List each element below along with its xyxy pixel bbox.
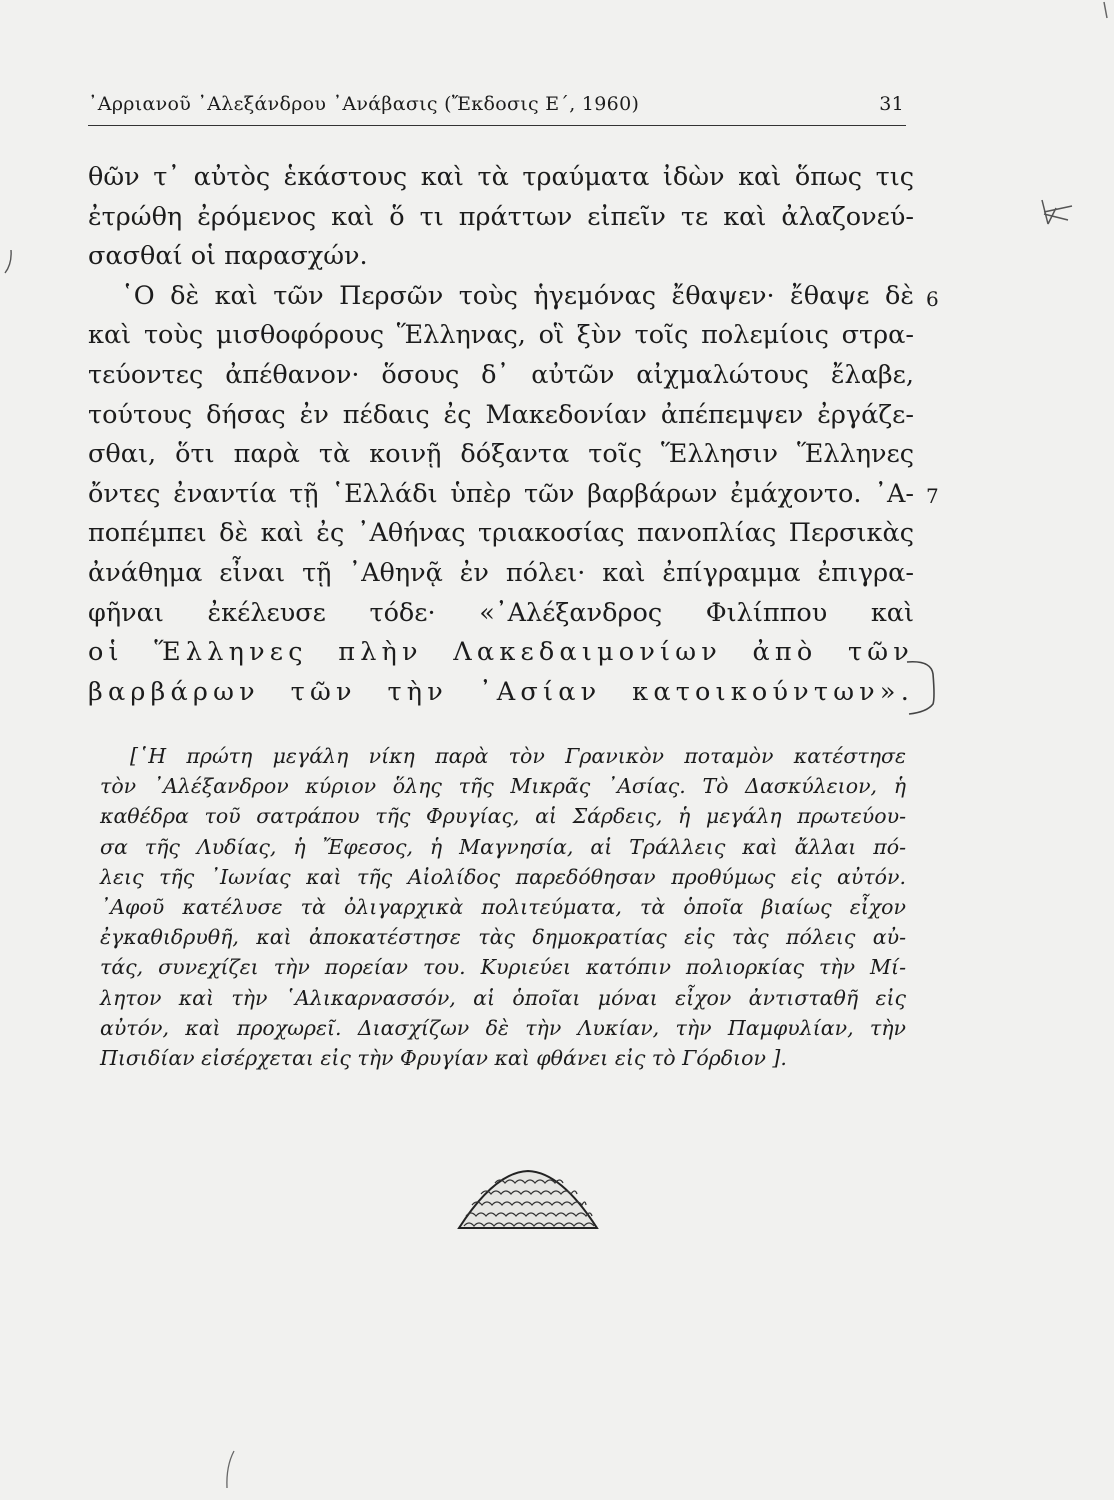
ornament-icon xyxy=(455,1168,601,1234)
inscription-line: βαρβάρων τῶν τὴν ᾿Ασίαν κατοικούντων». xyxy=(88,676,914,707)
inscription-line: οἱ Ἕλληνες πλὴν Λακεδαιμονίων ἀπὸ τῶν xyxy=(88,637,914,668)
margin-mark-icon xyxy=(1038,196,1078,230)
note-line: [῾Η πρώτη μεγάλη νίκη παρὰ τὸν Γρανικὸν ποταμὸν κατέστησε xyxy=(130,744,906,768)
note-line: αὐτόν, καὶ προχωρεῖ. Διασχίζων δὲ τὴν Λυκίαν, τὴν Παμφυλίαν, τὴν xyxy=(100,1015,906,1040)
note-line: λητον καὶ τὴν ῾Αλικαρνασσόν, αἱ ὁποῖαι μόναι εἶχον ἀντισταθῆ εἰς xyxy=(100,985,906,1010)
corner-mark-icon xyxy=(1094,0,1112,22)
note-line: τὸν ᾿Αλέξανδρον κύριον ὅλης τῆς Μικρᾶς ᾿Ασίας. Τὸ Δασκύλειον, ἡ xyxy=(100,774,906,799)
editorial-note xyxy=(100,741,906,1073)
text-line: σθαι, ὅτι παρὰ τὰ κοινῇ δόξαντα τοῖς Ἕλλησιν Ἕλληνες xyxy=(88,439,914,470)
running-title: ᾿Αρριανοῦ ᾿Αλεξάνδρου ᾿Ανάβασις (Ἔκδοσις Ε΄, 1960) xyxy=(88,93,640,115)
text-line: ὄντες ἐναντία τῇ ῾Ελλάδι ὑπὲρ τῶν βαρβάρων ἐμάχοντο. ᾿Α- xyxy=(88,478,914,509)
pencil-stroke-icon xyxy=(222,1448,238,1492)
text-line: ἐτρώθη ἐρόμενος καὶ ὅ τι πράττων εἰπεῖν τε καὶ ἀλαζονεύ- xyxy=(88,201,914,232)
text-line: τεύοντες ἀπέθανον· ὅσους δ᾿ αὐτῶν αἰχμαλώτους ἔλαβε, xyxy=(88,359,914,390)
header-rule xyxy=(88,125,906,126)
margin-tick-icon xyxy=(2,248,14,276)
section-number: 7 xyxy=(926,484,939,508)
text-line: θῶν τ᾿ αὐτὸς ἑκάστους καὶ τὰ τραύματα ἰδὼν καὶ ὅπως τις xyxy=(88,162,914,192)
note-line: σα τῆς Λυδίας, ἡ Ἔφεσος, ἡ Μαγνησία, αἱ Τράλλεις καὶ ἄλλαι πό- xyxy=(100,834,906,859)
page-number: 31 xyxy=(879,93,904,115)
note-line: ἐγκαθιδρυθῆ, καὶ ἀποκατέστησε τὰς δημοκρατίας εἰς τὰς πόλεις αὐ- xyxy=(100,925,906,950)
text-line: ἀνάθημα εἶναι τῇ ᾿Αθηνᾷ ἐν πόλει· καὶ ἐπίγραμμα ἐπιγρα- xyxy=(88,557,914,588)
note-line: λεις τῆς ᾿Ιωνίας καὶ τῆς Αἰολίδος παρεδόθησαν προθύμως εἰς αὐτόν. xyxy=(100,864,906,889)
note-line: τάς, συνεχίζει τὴν πορείαν του. Κυριεύει κατόπιν πολιορκίας τὴν Μί- xyxy=(100,955,906,980)
text-line: καὶ τοὺς μισθοφόρους Ἕλληνας, οἳ ξὺν τοῖς πολεμίοις στρα- xyxy=(88,320,914,351)
margin-bracket-icon xyxy=(905,640,941,720)
text-line: ποπέμπει δὲ καὶ ἐς ᾿Αθήνας τριακοσίας πανοπλίας Περσικὰς xyxy=(88,518,914,549)
main-text xyxy=(88,158,914,712)
note-line: Πισιδίαν εἰσέρχεται εἰς τὴν Φρυγίαν καὶ φθάνει εἰς τὸ Γόρδιον ]. xyxy=(100,1045,787,1070)
note-line: ᾿Αφοῦ κατέλυσε τὰ ὀλιγαρχικὰ πολιτεύματα, τὰ ὁποῖα βιαίως εἶχον xyxy=(100,894,906,919)
running-header xyxy=(88,88,906,124)
section-number: 6 xyxy=(926,287,939,311)
text-line: σασθαί οἱ παρασχών. xyxy=(88,241,368,272)
note-line: καθέδρα τοῦ σατράπου τῆς Φρυγίας, αἱ Σάρδεις, ἡ μεγάλη πρωτεύου- xyxy=(100,804,906,829)
text-line: ῾Ο δὲ καὶ τῶν Περσῶν τοὺς ἡγεμόνας ἔθαψεν· ἔθαψε δὲ xyxy=(121,280,914,311)
text-line: τούτους δήσας ἐν πέδαις ἐς Μακεδονίαν ἀπέπεμψεν ἐργάζε- xyxy=(88,399,914,430)
text-line: φῆναι ἐκέλευσε τόδε· «᾿Αλέξανδρος Φιλίππου καὶ xyxy=(88,597,914,628)
